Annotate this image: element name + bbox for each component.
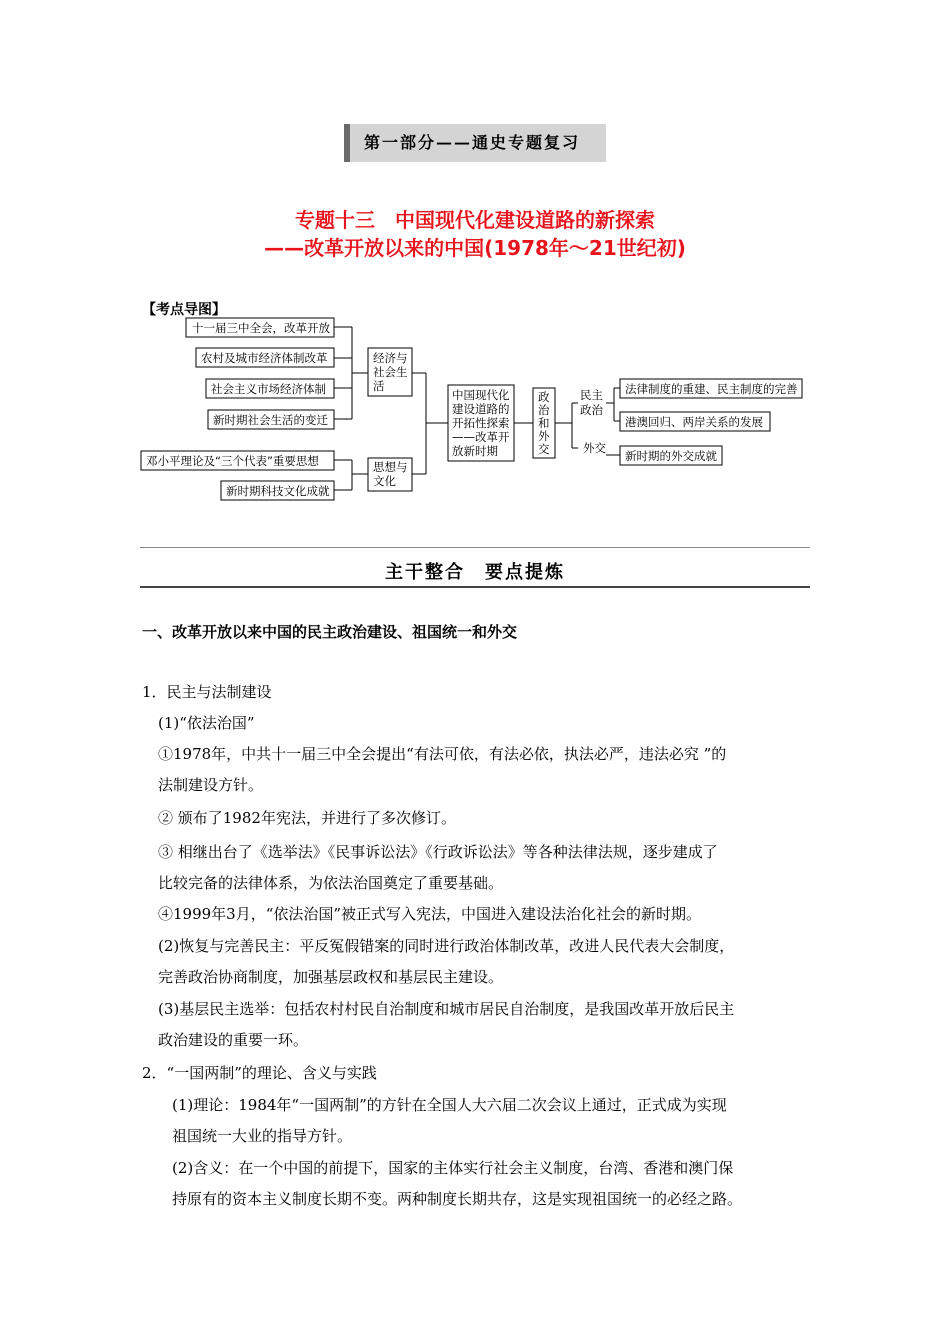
para: (2)恢复与完善民主：平反冤假错案的同时进行政治体制改革，改进人民代表大会制度， [158,937,735,955]
heading-1: 一、改革开放以来中国的民主政治建设、祖国统一和外交 [142,623,518,641]
para: (1)“依法治国” [158,714,255,732]
mm-branch1-line1: 民主 [580,388,603,402]
mm-group1-line3: 活 [373,379,385,393]
mindmap-label: 【考点导图】 [142,302,226,318]
mm-center-line4: ——改革开 [452,430,510,444]
subheading-1: 1．民主与法制建设 [142,683,272,701]
mm-text-1: 十一届三中全会，改革开放 [192,321,330,335]
mm-branch2: 外交 [583,441,606,455]
para: (1)理论：1984年“一国两制”的方针在全国人大六届二次会议上通过，正式成为实现 [172,1096,727,1114]
mindmap-diagram [0,0,950,520]
section-rule-top [140,547,810,548]
mm-branch1-line2: 政治 [580,403,603,417]
mm-center-line2: 建设道路的 [452,402,510,416]
para: ④1999年3月，“依法治国”被正式写入宪法，中国进入建设法治化社会的新时期。 [158,905,702,923]
mm-center-line1: 中国现代化 [452,388,510,402]
para: 比较完备的法律体系，为依法治国奠定了重要基础。 [158,874,504,892]
subheading-2: 2．“一国两制”的理论、含义与实践 [142,1064,377,1082]
para: (3)基层民主选举：包括农村村民自治制度和城市居民自治制度，是我国改革开放后民主 [158,1000,735,1018]
mm-text-3: 社会主义市场经济体制 [211,382,326,396]
part-label: 第一部分——通史专题复习 [344,124,606,162]
mm-rb-2: 治 [538,403,550,417]
page-title: 专题十三 中国现代化建设道路的新探索 [295,208,655,232]
para: ③ 相继出台了《选举法》《民事诉讼法》《行政诉讼法》等各种法律法规，逐步建成了 [158,843,718,861]
mm-rb-5: 交 [538,442,550,456]
para: 政治建设的重要一环。 [158,1031,309,1049]
mm-center-line5: 放新时期 [452,444,498,458]
mm-rtext-3: 新时期的外交成就 [625,449,717,463]
mm-text-2: 农村及城市经济体制改革 [201,351,328,365]
para: 祖国统一大业的指导方针。 [172,1127,353,1145]
mm-rtext-1: 法律制度的重建、民主制度的完善 [625,382,798,396]
mm-text-6: 新时期科技文化成就 [226,484,330,498]
para: 法制建设方针。 [158,776,264,794]
mm-text-4: 新时期社会生活的变迁 [213,413,328,427]
mm-group2-line1: 思想与 [373,460,408,474]
mm-text-5: 邓小平理论及“三个代表”重要思想 [146,454,319,468]
para: (2)含义：在一个中国的前提下，国家的主体实行社会主义制度，台湾、香港和澳门保 [172,1159,734,1177]
mm-rtext-2: 港澳回归、两岸关系的发展 [625,415,763,429]
section-rule-bottom [140,586,810,588]
para: 持原有的资本主义制度长期不变。两种制度长期共存，这是实现祖国统一的必经之路。 [172,1190,743,1208]
para: ①1978年，中共十一届三中全会提出“有法可依，有法必依，执法必严，违法必究 ”的 [158,745,727,763]
mm-center-line3: 开拓性探索 [452,416,510,430]
mm-rb-1: 政 [538,390,550,404]
para: 完善政治协商制度，加强基层政权和基层民主建设。 [158,968,504,986]
mm-rb-3: 和 [538,416,550,430]
mm-group2-line2: 文化 [373,474,396,488]
mm-group1-line2: 社会生 [373,365,408,379]
mm-rb-4: 外 [538,429,550,443]
mm-group1-line1: 经济与 [373,351,408,365]
page-subtitle: ——改革开放以来的中国(1978年～21世纪初) [264,236,686,260]
section-heading: 主干整合 要点提炼 [385,562,565,583]
para: ② 颁布了1982年宪法，并进行了多次修订。 [158,809,456,827]
